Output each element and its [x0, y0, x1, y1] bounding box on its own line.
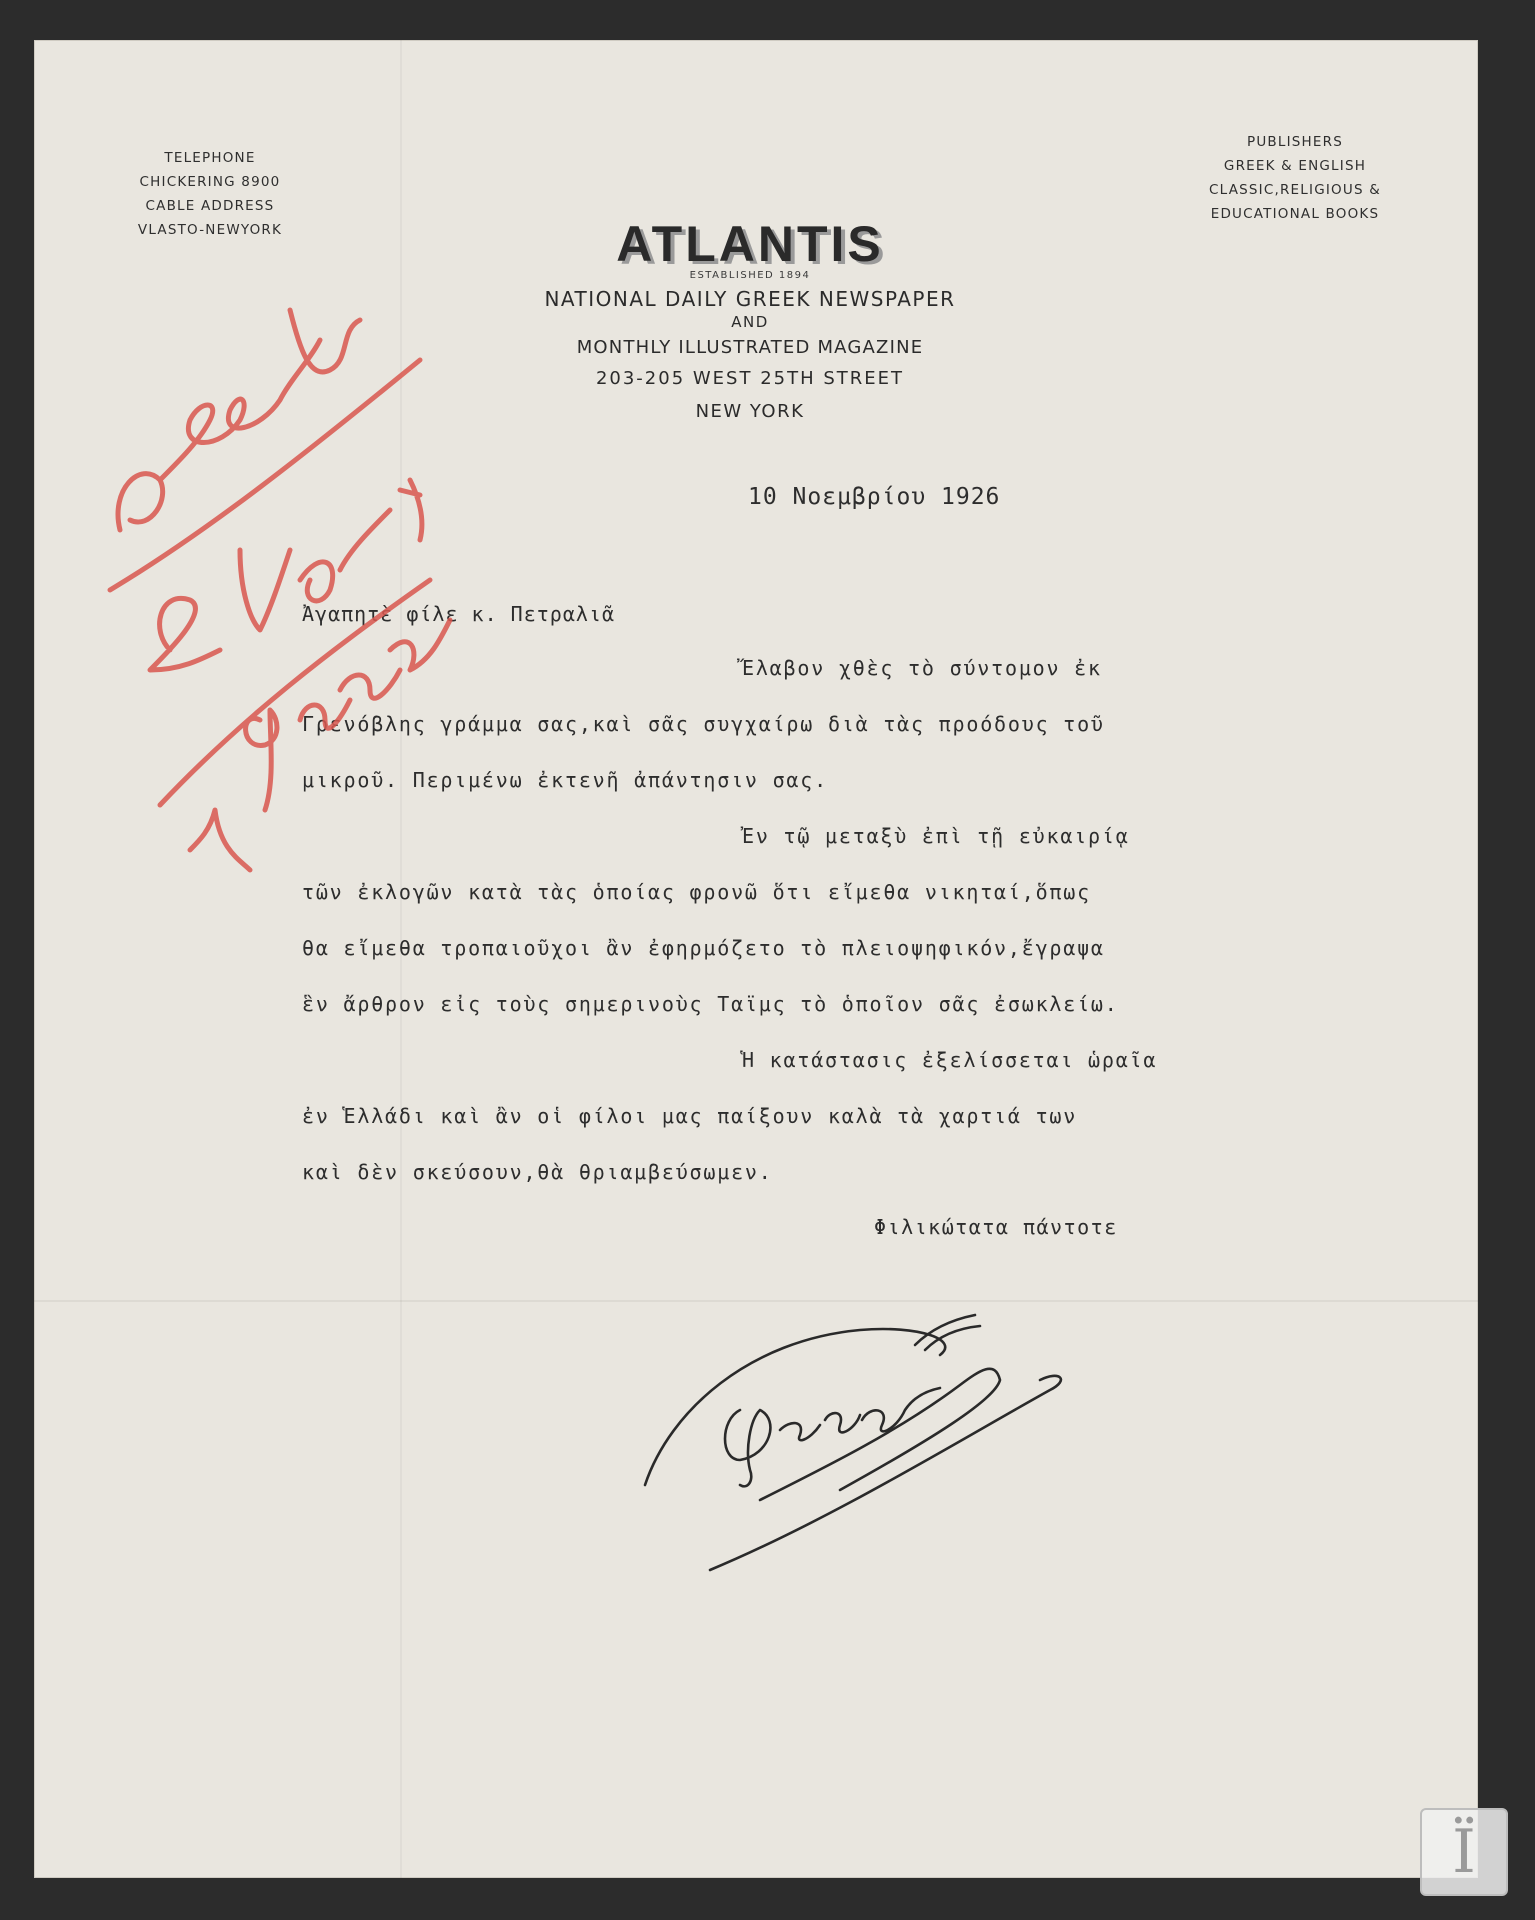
magazine-line: MONTHLY ILLUSTRATED MAGAZINE: [576, 337, 924, 358]
signature-stroke: [760, 1369, 1000, 1500]
body-line: Ἡ κατάστασις ἐξελίσσεται ὡραῖα: [742, 1048, 1158, 1072]
contact-line: CABLE ADDRESS: [145, 198, 275, 214]
red-pencil-annotation: [90, 250, 550, 890]
body-line: καὶ δὲν σκεύσουν,θὰ θριαμβεύσωμεν.: [302, 1160, 773, 1184]
publisher-line: PUBLISHERS: [1247, 134, 1343, 150]
annotation-stroke: [150, 480, 422, 670]
city-line: NEW YORK: [695, 401, 805, 422]
contact-line: VLASTO-NEWYORK: [137, 222, 283, 238]
salutation: Ἀγαπητὲ φίλε κ. Πετραλιᾶ: [302, 602, 615, 626]
body-line: ἓν ἄρθρον εἰς τοὺς σημερινοὺς Ταϊμς τὸ ὁποῖον σᾶς ἐσωκλείω.: [302, 992, 1119, 1016]
archive-logo-icon: Ï: [1420, 1808, 1508, 1896]
letterhead-contact-block: [100, 146, 320, 242]
body-line: ἐν Ἑλλάδι καὶ ἂν οἱ φίλοι μας παίξουν καλὰ τὰ χαρτιά των: [302, 1104, 1078, 1128]
annotation-stroke: [160, 580, 430, 805]
established-note: ESTABLISHED 1894: [689, 270, 811, 281]
body-line: Ἐν τῷ μεταξὺ ἐπὶ τῇ εὐκαιρίᾳ: [742, 824, 1130, 848]
masthead-and: AND: [731, 313, 769, 331]
contact-line: CHICKERING 8900: [139, 174, 281, 190]
annotation-stroke: [118, 310, 360, 530]
closing: Φιλικώτατα πάντοτε: [874, 1215, 1118, 1239]
body-line: τῶν ἐκλογῶν κατὰ τὰς ὁποίας φρονῶ ὅτι εἴμεθα νικηταί,ὅπως: [302, 880, 1091, 904]
contact-line: TELEPHONE: [164, 150, 256, 166]
annotation-stroke: [246, 620, 450, 810]
newspaper-title: ATLANTIS: [616, 216, 884, 272]
newspaper-subtitle: NATIONAL DAILY GREEK NEWSPAPER: [544, 287, 956, 311]
publisher-line: EDUCATIONAL BOOKS: [1210, 206, 1380, 222]
signature-stroke: [725, 1410, 770, 1486]
body-line: θα εἴμεθα τροπαιοῦχοι ἂν ἐφηρμόζετο τὸ πλειοψηφικόν,ἔγραψα: [302, 936, 1105, 960]
publisher-line: GREEK & ENGLISH: [1223, 158, 1367, 174]
annotation-stroke: [190, 810, 250, 870]
signature-stroke: [710, 1376, 1061, 1570]
letterhead-publisher-block: [1180, 130, 1410, 226]
body-line: Ἔλαβον χθὲς τὸ σύντομον ἐκ: [742, 656, 1102, 680]
body-line: Γρενόβλης γράμμα σας,καὶ σᾶς συγχαίρω διὰ τὰς προόδους τοῦ: [302, 712, 1105, 736]
body-line: μικροῦ. Περιμένω ἐκτενῆ ἀπάντησιν σας.: [302, 768, 828, 792]
publisher-line: CLASSIC,RELIGIOUS &: [1209, 182, 1381, 198]
signature-stroke: [645, 1329, 945, 1485]
street-address: 203-205 WEST 25TH STREET: [595, 368, 905, 389]
letter-date: 10 Νοεμβρίου 1926: [748, 484, 1001, 510]
handwritten-signature: [630, 1270, 1090, 1590]
